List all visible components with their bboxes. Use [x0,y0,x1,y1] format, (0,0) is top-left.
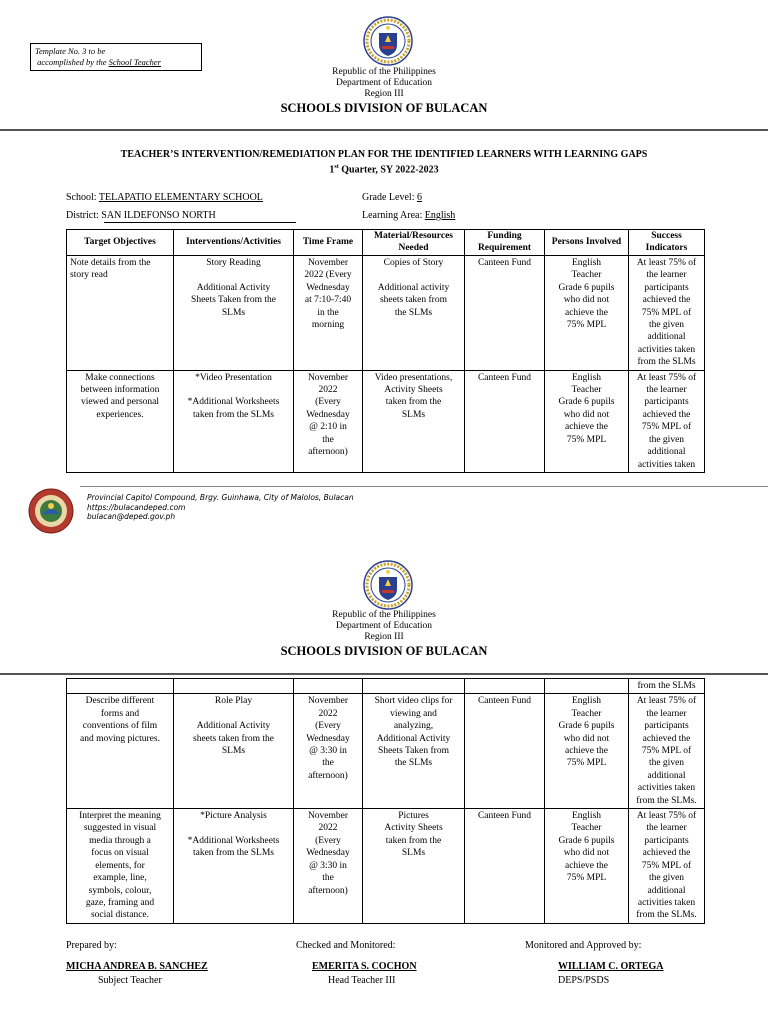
cell-line: 2022 [318,385,338,396]
cell-success [629,694,705,809]
cell-line: who did not [563,409,610,420]
area-field [362,210,455,222]
cell-line: story read [70,270,108,281]
cell-time [294,256,363,371]
header-divider [0,673,768,675]
cell-line: 75% MPL [566,873,607,884]
cell-line: November [307,372,349,383]
cell-line: sheets taken from the [193,733,274,744]
cell-line: Grade 6 pupils [558,282,615,293]
cell-line: activities taken [637,897,696,908]
col-header: Material/Resources Needed [363,230,465,256]
cell-line: 75% MPL [566,320,607,331]
table-cell [294,679,363,694]
cell-line: participants [644,397,689,408]
cell-line: Grade 6 pupils [558,721,615,732]
cell-line: SLMs [401,848,426,859]
cell-line: elements, for [95,860,145,871]
cell-intervention [174,809,294,924]
cell-line: the SLMs [394,307,433,318]
cell-line: (Every [315,835,341,846]
table-cell [67,679,174,694]
cell-line: analyzing, [393,721,434,732]
cell-funding [465,256,545,371]
cell-line: activities taken [637,783,696,794]
col-header: Success Indicators [629,230,705,256]
cell-line: SLMs [401,409,426,420]
cell-line: example, line, [93,873,147,884]
cell-line: (Every [315,397,341,408]
cell-time [294,809,363,924]
cell-line: 75% MPL of [641,860,692,871]
cell-line: the learner [646,385,687,396]
plan-table-page2 [66,678,705,924]
cell-line: Canteen Fund [477,811,532,822]
cell-line [177,822,290,834]
table-cell [174,679,294,694]
cell-line: gaze, framing and [85,897,155,908]
cell-time [294,370,363,472]
cell-line: November [307,696,349,707]
quarter-suffix: st [334,164,339,170]
table-cell [363,679,465,694]
cell-line: forms and [100,708,140,719]
prepared-label: Prepared by: [66,940,117,951]
cell-line: conventions of film [82,721,158,732]
page1-header [0,67,768,116]
cell-line [366,269,461,281]
cell-line: Video presentations, [374,372,453,383]
col-header: Persons Involved [545,230,629,256]
cell-funding [465,694,545,809]
cell-line: Teacher [571,385,602,396]
footer-address: Provincial Capitol Compound, Brgy. Guinhawa, City of Malolos, Bulacan [87,493,354,502]
cell-line: from the SLMs. [636,795,697,806]
cell-line: the learner [646,708,687,719]
quarter-rest: Quarter, SY 2022-2023 [338,164,439,176]
cell-line: *Additional Worksheets [187,835,280,846]
grade-value: 6 [416,192,422,203]
cell-line: Role Play [214,696,253,707]
cell-line: experiences. [96,409,144,420]
cell-line: the given [648,434,685,445]
cell-line: 2022 [318,708,338,719]
deped-seal-icon [363,560,413,610]
template-note-line1: Template No. 3 to be [35,46,106,56]
cell-objective [67,694,174,809]
district-field [66,210,216,222]
cell-line: at 7:10-7:40 [304,295,352,306]
cell-line: focus on visual [91,848,149,859]
cell-line: English [571,372,602,383]
cell-line: social distance. [90,910,150,921]
division-title: SCHOOLS DIVISION OF BULACAN [280,101,488,115]
cell-funding [465,809,545,924]
cell-line: 75% MPL of [641,422,692,433]
col-header: Interventions/Activities [174,230,294,256]
cell-line: Activity Sheets [384,823,443,834]
cell-line: achieve the [565,860,608,871]
school-field [66,192,263,204]
cell-line: who did not [563,295,610,306]
cell-line: 75% MPL [566,758,607,769]
cell-line: Teacher [571,270,602,281]
cell-line: between information [80,385,160,396]
cell-line: morning [311,320,345,331]
division-title: SCHOOLS DIVISION OF BULACAN [280,644,488,658]
district-underline [104,222,296,223]
cell-line: additional [647,770,686,781]
cell-line: English [571,258,602,268]
page2-header [0,610,768,659]
cell-line: Note details from the [70,258,151,268]
cell-line: the given [648,873,685,884]
cell-line: additional [647,885,686,896]
cell-line: taken from the SLMs [192,848,274,859]
cell-line: Grade 6 pupils [558,397,615,408]
cell-line: 75% MPL of [641,307,692,318]
cell-line: Interpret the meaning [79,811,161,822]
col-header: Funding Requirement [465,230,545,256]
cell-line: Canteen Fund [477,372,532,383]
cell-line: media through a [89,835,151,846]
footer-contact [87,493,354,522]
cell-line: Activity Sheets [384,385,443,396]
cell-line: *Additional Worksheets [187,397,280,408]
cell-persons [545,694,629,809]
cell-line: English [571,811,602,822]
cell-line: viewed and personal [80,397,160,408]
school-label: School: [66,192,99,203]
header-divider [0,129,768,131]
cell-persons [545,370,629,472]
cell-persons [545,256,629,371]
table-cell [465,679,545,694]
col-header: Time Frame [294,230,363,256]
quarter-number: 1 [329,164,335,176]
cell-line: Additional Activity [196,282,271,293]
cell-line: symbols, colour, [88,885,152,896]
cell-line: sheets taken from [379,295,447,306]
plan-table-page1 [66,229,705,473]
cell-line: and moving pictures. [80,733,160,744]
cell-line: the given [648,320,685,331]
template-note-prefix: accomplished by the [37,57,109,67]
cell-line: SLMs [221,307,246,318]
cell-materials [363,256,465,371]
prepared-name: MICHA ANDREA B. SANCHEZ [66,961,208,972]
region-text: Region III [364,632,404,642]
cell-line: Grade 6 pupils [558,835,615,846]
grade-label: Grade Level: [362,192,417,203]
cell-line: viewing and [390,708,437,719]
cell-materials [363,370,465,472]
cell-line: SLMs [221,746,246,757]
cell-line: Canteen Fund [477,696,532,707]
cell-line: Short video clips for [374,696,453,707]
cell-line: participants [644,282,689,293]
cell-line: Make connections [85,372,155,383]
approved-label: Monitored and Approved by: [525,940,642,951]
cell-line [177,708,290,720]
cell-line: Additional activity [377,282,450,293]
department-text: Department of Education [335,621,433,631]
cell-line: Sheets Taken from the [191,295,276,306]
cell-funding [465,370,545,472]
approved-name: WILLIAM C. ORTEGA [558,961,664,972]
cell-intervention [174,256,294,371]
cell-time [294,694,363,809]
cell-success [629,809,705,924]
cell-line: achieve the [565,307,608,318]
area-label: Learning Area: [362,210,425,221]
checked-role: Head Teacher III [328,975,396,986]
cell-line: the SLMs [394,758,433,769]
cell-line: (Every [315,721,341,732]
plan-title-line1: TEACHER’S INTERVENTION/REMEDIATION PLAN FOR THE IDENTIFIED LEARNERS WITH LEARNING GAPS [120,149,648,160]
cell-line: suggested in visual [83,823,157,834]
cell-line: achieved the [642,848,691,859]
cell-line: who did not [563,733,610,744]
cell-line: Additional Activity [376,733,451,744]
cell-line: Describe different [85,696,155,707]
cell-line: Wednesday [306,409,350,420]
cell-line: At least 75% of [636,372,697,383]
cell-success [629,370,705,472]
table-row [67,679,705,694]
cell-line: participants [644,721,689,732]
republic-text: Republic of the Philippines [332,610,436,620]
cell-line: November [307,811,349,822]
cell-objective [67,370,174,472]
footer-website[interactable]: https://bulacandeped.com [87,502,186,512]
table-cell [545,679,629,694]
grade-field [362,192,422,204]
template-note-underlined: School Teacher [108,57,161,67]
cell-line: *Video Presentation [195,372,272,383]
cell-line: @ 2:10 in [309,422,347,433]
area-value: English [424,210,456,221]
cell-success [629,256,705,371]
cell-line: At least 75% of [636,811,697,822]
district-label: District: [66,210,102,221]
cell-line: Wednesday [306,282,350,293]
cell-objective [67,256,174,371]
cell-line: Wednesday [306,733,350,744]
cell-line: additional [647,447,686,458]
cell-line [177,269,290,281]
cell-line: taken from the SLMs [192,409,274,420]
cell-line: the [322,758,334,769]
cell-line [177,384,290,396]
table-cell: from the SLMs [629,679,705,694]
cell-line: taken from the [385,835,442,846]
cell-line: 2022 (Every [304,270,352,281]
deped-seal-icon [363,16,413,66]
cell-line: achieved the [642,733,691,744]
cell-materials [363,809,465,924]
cell-line: afternoon) [308,770,348,781]
footer-email[interactable]: bulacan@deped.gov.ph [87,512,176,521]
prepared-role: Subject Teacher [98,975,162,986]
cell-intervention [174,694,294,809]
school-value: TELAPATIO ELEMENTARY SCHOOL [98,192,263,203]
cell-line: Story Reading [206,258,261,268]
department-text: Department of Education [335,78,433,88]
cell-line: from the SLMs [637,357,696,368]
cell-line: achieved the [642,409,691,420]
cell-line: English [571,696,602,707]
cell-line: achieve the [565,422,608,433]
cell-line: Canteen Fund [477,258,532,268]
cell-line: the learner [646,823,687,834]
table-row [67,694,705,809]
cell-intervention [174,370,294,472]
republic-text: Republic of the Philippines [332,67,436,77]
cell-line: activities taken [637,459,696,470]
cell-line: Teacher [571,708,602,719]
cell-line: the [322,873,334,884]
cell-line: achieve the [565,746,608,757]
plan-title [0,149,768,176]
cell-line: achieved the [642,295,691,306]
cell-materials [363,694,465,809]
col-header: Target Objectives [67,230,174,256]
cell-line: 75% MPL [566,434,607,445]
cell-line: Pictures [398,811,429,822]
cell-line: Copies of Story [383,258,444,268]
cell-line: @ 3:30 in [309,860,347,871]
cell-persons [545,809,629,924]
table-header-row [67,230,705,256]
cell-line: *Picture Analysis [200,811,267,822]
cell-line: 75% MPL of [641,746,692,757]
cell-line: the learner [646,270,687,281]
cell-line: Sheets Taken from [378,746,449,757]
cell-line: the given [648,758,685,769]
cell-line: At least 75% of [636,258,697,268]
district-value: SAN ILDEFONSO NORTH [101,210,216,221]
cell-line: @ 3:30 in [309,746,347,757]
cell-line: taken from the [385,397,442,408]
table-row [67,809,705,924]
cell-line: Teacher [571,823,602,834]
cell-line: Wednesday [306,848,350,859]
cell-line: participants [644,835,689,846]
table-row [67,370,705,472]
cell-line: in the [317,307,339,318]
cell-line: Additional Activity [196,721,271,732]
plan-quarter [0,161,768,176]
table-row [67,256,705,371]
cell-line: who did not [563,848,610,859]
cell-line: the [322,434,334,445]
bulacan-seal-icon [28,488,74,534]
cell-line: At least 75% of [636,696,697,707]
approved-role: DEPS/PSDS [558,975,610,986]
footer-divider [80,486,768,487]
cell-line: additional [647,332,686,343]
region-text: Region III [364,89,404,99]
cell-line: afternoon) [308,447,348,458]
cell-line: from the SLMs. [636,910,697,921]
cell-line: November [307,258,349,268]
cell-line: afternoon) [308,885,348,896]
cell-line: activities taken [637,344,696,355]
cell-objective [67,809,174,924]
cell-line: 2022 [318,823,338,834]
checked-name: EMERITA S. COCHON [312,961,417,972]
checked-label: Checked and Monitored: [296,940,396,951]
